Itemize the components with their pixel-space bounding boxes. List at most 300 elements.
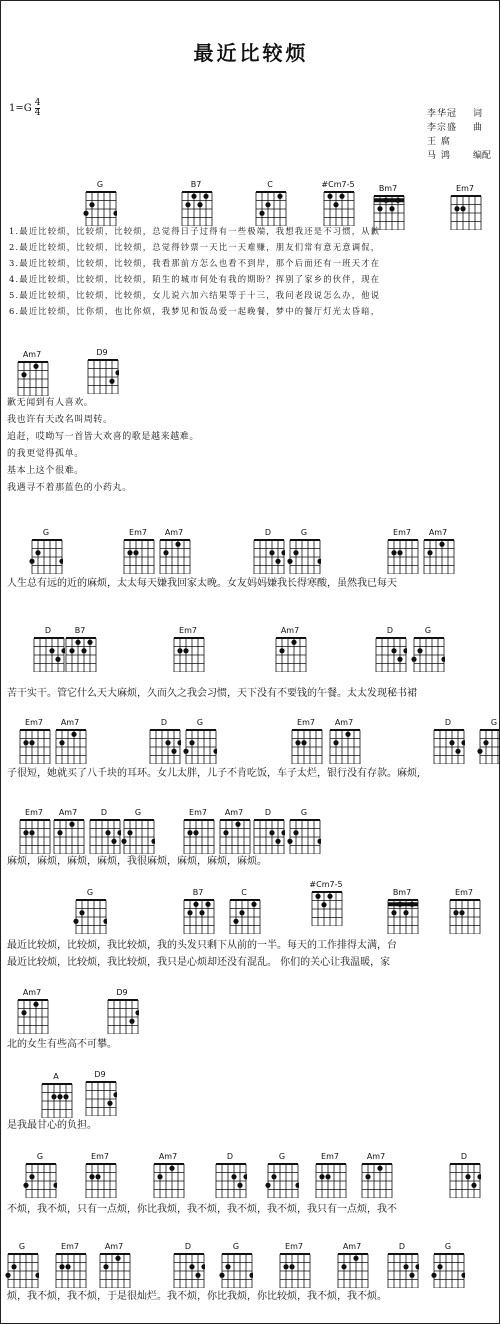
- verse-line-3: 3.最近比较烦，比较烦，比较烦，我看那前方怎么也看不到岸，那个后面还有一班天才在: [9, 258, 381, 268]
- finger-dot: [249, 1273, 253, 1278]
- chord-em7: [121, 527, 155, 574]
- chord-am7: [359, 1151, 393, 1198]
- chord-name: G: [86, 888, 94, 897]
- finger-dot: [289, 1264, 294, 1269]
- chord-em7: [83, 1151, 117, 1198]
- chord-grid: [287, 818, 321, 854]
- chord-g: [265, 1151, 299, 1198]
- chord-g: [23, 1151, 57, 1198]
- chord-name: Am7: [428, 528, 448, 537]
- chord-grid: [447, 1162, 481, 1198]
- finger-dot: [377, 1166, 382, 1171]
- chord-grid: [121, 818, 155, 854]
- credit-composer: 李宗盛 曲: [427, 123, 483, 133]
- finger-dot: [109, 379, 114, 384]
- lyric-line-6: 北的女生有些高不可攀。: [7, 1039, 117, 1050]
- finger-dot: [345, 732, 350, 737]
- finger-dot: [169, 1166, 174, 1171]
- finger-dot: [321, 902, 326, 907]
- finger-dot: [333, 202, 338, 207]
- chord-d: [213, 1151, 247, 1198]
- finger-dot: [121, 839, 126, 844]
- finger-dot: [465, 1174, 470, 1179]
- chord-grid: [53, 728, 87, 764]
- chord-grid: [83, 1162, 117, 1198]
- finger-dot: [203, 194, 208, 199]
- chord-grid: [385, 898, 419, 934]
- finger-dot: [427, 550, 432, 555]
- finger-dot: [333, 740, 338, 745]
- chord-am7: [151, 1151, 185, 1198]
- finger-dot: [59, 740, 64, 745]
- chord-name: G: [444, 1242, 452, 1251]
- finger-dot: [291, 640, 296, 645]
- finger-dot: [295, 740, 300, 745]
- finger-dot: [129, 1019, 134, 1024]
- chord-grid: [31, 636, 65, 672]
- verse-cont-3: 追赶，哎呦写一首皆大欢喜的歌是越来越难。: [7, 432, 200, 442]
- chord-grid: [359, 1162, 393, 1198]
- finger-dot: [87, 640, 92, 645]
- finger-dot: [403, 910, 408, 915]
- finger-dot: [397, 550, 402, 555]
- chord-d: [373, 625, 407, 672]
- chord-name: Em7: [456, 184, 474, 193]
- finger-dot: [403, 1264, 408, 1269]
- finger-dot: [195, 1273, 200, 1278]
- finger-dot: [107, 1101, 112, 1106]
- finger-dot: [115, 1256, 120, 1261]
- chord-name: Am7: [60, 718, 80, 727]
- chord-grid: [431, 1252, 465, 1288]
- finger-dot: [477, 749, 482, 754]
- finger-dot: [317, 839, 321, 844]
- chord-g: [5, 1241, 39, 1288]
- chord-g: [29, 527, 63, 574]
- finger-dot: [33, 364, 38, 369]
- finger-dot: [213, 749, 217, 754]
- finger-dot: [177, 740, 181, 745]
- finger-dot: [409, 902, 414, 907]
- finger-dot: [395, 198, 400, 203]
- chord-name: G: [490, 718, 498, 727]
- finger-dot: [199, 910, 204, 915]
- finger-dot: [185, 202, 190, 207]
- finger-dot: [193, 830, 198, 835]
- chord-g: [287, 527, 321, 574]
- verse-line-6: 6.最近比较烦，比你烦，也比你烦，我梦见和饭岛爱一起晚餐，梦中的餐厅灯光太昏暗，: [9, 306, 381, 316]
- finger-dot: [105, 830, 110, 835]
- chord-am7: [273, 625, 307, 672]
- chord-name: Em7: [393, 528, 411, 537]
- finger-dot: [53, 1183, 57, 1188]
- chord-name: Am7: [58, 808, 78, 817]
- chord-name: Am7: [22, 350, 42, 359]
- finger-dot: [59, 1264, 64, 1269]
- finger-dot: [63, 1094, 68, 1099]
- chord-g: [73, 887, 107, 934]
- finger-dot: [471, 1183, 476, 1188]
- chord-name: C: [241, 888, 247, 897]
- chord-name: B7: [74, 626, 86, 635]
- finger-dot: [251, 902, 256, 907]
- chord-name: Em7: [61, 1242, 79, 1251]
- chord-name: Am7: [334, 718, 354, 727]
- lyric-line-7: 是我最甘心的负担。: [7, 1120, 97, 1131]
- chord-d: [171, 1241, 205, 1288]
- finger-dot: [233, 919, 238, 924]
- chord-grid: [83, 190, 117, 226]
- lyric-line-9: 烦，我不烦，我不烦，于是很灿烂。我不烦，你比我烦，你比较烦，我不烦，我不烦。: [7, 1291, 387, 1302]
- finger-dot: [483, 740, 488, 745]
- chord-grid: [287, 538, 321, 574]
- finger-dot: [327, 894, 332, 899]
- finger-dot: [75, 640, 80, 645]
- chord-d: [447, 1151, 481, 1198]
- chord-em7: [277, 1241, 311, 1288]
- chord-name: A: [53, 1072, 59, 1081]
- chord-d: [431, 717, 465, 764]
- chord-g: [287, 807, 321, 854]
- finger-dot: [201, 1264, 205, 1269]
- finger-dot: [95, 1174, 100, 1179]
- finger-dot: [459, 910, 464, 915]
- finger-dot: [409, 1273, 414, 1278]
- chord-grid: [171, 1252, 205, 1288]
- finger-dot: [453, 910, 458, 915]
- finger-dot: [325, 1174, 330, 1179]
- finger-dot: [51, 1094, 56, 1099]
- finger-dot: [477, 1174, 481, 1179]
- chord-grid: [15, 998, 49, 1034]
- chord-d: [251, 527, 285, 574]
- chord-name: Am7: [342, 1242, 362, 1251]
- chord-am7: [15, 349, 49, 396]
- finger-dot: [133, 550, 138, 555]
- finger-dot: [89, 202, 94, 207]
- finger-dot: [29, 1174, 34, 1179]
- finger-dot: [377, 206, 382, 211]
- finger-dot: [103, 919, 107, 924]
- finger-dot: [113, 1092, 117, 1097]
- chord-grid: [157, 538, 191, 574]
- chord-name: Am7: [104, 1242, 124, 1251]
- chord-grid: [335, 1252, 369, 1288]
- finger-dot: [79, 910, 84, 915]
- chord-grid: [17, 728, 51, 764]
- lyric-line-5a: 最近比较烦，比较烦，我比较烦，我的头发只剩下从前的一半。每天的工作排得太满，台: [7, 940, 397, 951]
- chord-name: G: [300, 808, 308, 817]
- finger-dot: [403, 648, 407, 653]
- finger-dot: [265, 1183, 270, 1188]
- finger-dot: [275, 839, 280, 844]
- chord-grid: [321, 190, 355, 226]
- finger-dot: [281, 830, 285, 835]
- finger-dot: [431, 1273, 436, 1278]
- verse-cont-6: 我遇寻不着那蓝色的小药丸。: [7, 483, 132, 493]
- finger-dot: [29, 740, 34, 745]
- finger-dot: [265, 202, 270, 207]
- finger-dot: [415, 1264, 419, 1269]
- key-label: 1=G: [9, 103, 32, 114]
- finger-dot: [29, 830, 34, 835]
- song-title: 最近比较烦: [193, 41, 309, 65]
- chord-name: D: [44, 626, 52, 635]
- finger-dot: [461, 1273, 465, 1278]
- chord-name: G: [196, 718, 204, 727]
- chord-name: D: [226, 1152, 234, 1161]
- lyric-line-2: 苦干实干。管它什么天大麻烦，久而久之我会习惯，天下没有不要钱的午餐。太太发现秘书裙: [7, 688, 417, 699]
- finger-dot: [411, 657, 416, 662]
- lyric-line-4: 麻烦，麻烦，麻烦，麻烦，我很麻烦，麻烦，麻烦，麻烦。: [7, 856, 267, 867]
- credits: [427, 107, 491, 163]
- finger-dot: [281, 550, 285, 555]
- finger-dot: [163, 550, 168, 555]
- finger-dot: [319, 1174, 324, 1179]
- chord-grid: [265, 1162, 299, 1198]
- finger-dot: [23, 740, 28, 745]
- chord-name: B7: [190, 180, 202, 189]
- chord-grid: [147, 728, 181, 764]
- chord-grid: [183, 728, 217, 764]
- finger-dot: [279, 648, 284, 653]
- chord-grid: [15, 360, 49, 396]
- chord-name: D: [398, 1242, 406, 1251]
- finger-dot: [189, 1264, 194, 1269]
- chord-name: B7: [192, 888, 204, 897]
- chord-grid: [51, 818, 85, 854]
- chord-a: [39, 1071, 73, 1118]
- chord-grid: [385, 1252, 419, 1288]
- chord-name: Am7: [22, 988, 42, 997]
- chord-am7: [51, 807, 85, 854]
- finger-dot: [113, 211, 117, 216]
- chord-d9: [85, 347, 119, 394]
- chord-grid: [477, 728, 500, 764]
- finger-dot: [21, 372, 26, 377]
- finger-dot: [239, 910, 244, 915]
- chord-name: G: [300, 528, 308, 537]
- chord-em7: [385, 527, 419, 574]
- chord-am7: [217, 807, 251, 854]
- chord-name: Em7: [25, 808, 43, 817]
- lyric-line-5b: 最近比较烦，比较烦，我比较烦，我只是心烦却还没有混乱。 你们的关心让我温暖，家: [7, 957, 391, 968]
- finger-dot: [171, 749, 176, 754]
- finger-dot: [293, 830, 298, 835]
- finger-dot: [23, 830, 28, 835]
- credit-arranger: 马 鸿 编配: [427, 151, 492, 161]
- finger-dot: [35, 1273, 39, 1278]
- finger-dot: [277, 194, 282, 199]
- finger-dot: [127, 830, 132, 835]
- chord-grid: [5, 1252, 39, 1288]
- finger-dot: [271, 1174, 276, 1179]
- finger-dot: [57, 830, 62, 835]
- chord-name: Em7: [455, 888, 473, 897]
- chord-name: G: [232, 1242, 240, 1251]
- finger-dot: [287, 559, 292, 564]
- chord-em7: [17, 717, 51, 764]
- chord-em7: [171, 625, 205, 672]
- chord-b7: [179, 179, 213, 226]
- lyric-line-1: 人生总有远的近的麻烦，太太每天嫌我回家太晚。女友妈妈嫌我长得寒酸，虽然我已每天: [7, 578, 397, 589]
- chord-grid: [181, 898, 215, 934]
- chord-grid: [227, 898, 261, 934]
- chord-grid: [171, 636, 205, 672]
- chord-name: G: [424, 626, 432, 635]
- finger-dot: [441, 657, 445, 662]
- chord-grid: [309, 890, 343, 926]
- finger-dot: [35, 550, 40, 555]
- credit-other: 王 腐: [427, 137, 451, 147]
- chord-em7: [447, 887, 481, 934]
- chord-em7: [448, 183, 482, 230]
- finger-dot: [59, 559, 63, 564]
- chord-grid: [179, 190, 213, 226]
- chord-em7: [181, 807, 215, 854]
- chord-name: C: [267, 180, 273, 189]
- chord-name: D: [100, 808, 108, 817]
- chord-grid: [17, 818, 51, 854]
- finger-dot: [69, 822, 74, 827]
- verse-cont-1: 歉无闻到有人喜欢。: [7, 398, 94, 408]
- chord-d9: [105, 987, 139, 1034]
- finger-dot: [225, 1264, 230, 1269]
- key-signature: [9, 99, 40, 118]
- finger-dot: [177, 648, 182, 653]
- chord-name: G: [18, 1242, 26, 1251]
- chord-name: G: [96, 180, 104, 189]
- finger-dot: [397, 902, 402, 907]
- chord-grid: [73, 898, 107, 934]
- finger-dot: [219, 1273, 224, 1278]
- finger-dot: [391, 550, 396, 555]
- finger-dot: [223, 830, 228, 835]
- chord-name: D: [386, 626, 394, 635]
- finger-dot: [301, 740, 306, 745]
- finger-dot: [183, 648, 188, 653]
- chord-name: D: [160, 718, 168, 727]
- verse-line-5: 5.最近比较烦，比较烦，比较烦，女儿说六加六结果等于十三，我问老段说怎么办，他说: [9, 290, 381, 300]
- chord-name: Bm7: [378, 184, 398, 193]
- finger-dot: [439, 542, 444, 547]
- finger-dot: [197, 202, 202, 207]
- chord-grid: [289, 728, 323, 764]
- finger-dot: [243, 1174, 247, 1179]
- verse-line-4: 4.最近比较烦，比较烦，比较烦，陌生的城市何处有我的期盼？挥别了家乡的伙伴，现在: [9, 274, 381, 284]
- finger-dot: [49, 648, 54, 653]
- finger-dot: [11, 1264, 16, 1269]
- finger-dot: [29, 559, 34, 564]
- chord-g: [121, 807, 155, 854]
- chord-name: D: [460, 1152, 468, 1161]
- chord-grid: [373, 636, 407, 672]
- chord-am7: [335, 1241, 369, 1288]
- finger-dot: [397, 657, 402, 662]
- finger-dot: [5, 1273, 10, 1278]
- finger-dot: [111, 839, 116, 844]
- chord-name: D9: [94, 1070, 106, 1079]
- chord-em7: [289, 717, 323, 764]
- chord-grid: [83, 1080, 117, 1116]
- finger-dot: [21, 1010, 26, 1015]
- chord-name: Bm7: [392, 888, 412, 897]
- finger-dot: [391, 648, 396, 653]
- finger-dot: [269, 830, 274, 835]
- chord-name: Em7: [179, 626, 197, 635]
- chord-em7: [53, 1241, 87, 1288]
- chord-name: D: [264, 808, 272, 817]
- chord-b7: [63, 625, 97, 672]
- finger-dot: [383, 198, 388, 203]
- finger-dot: [293, 550, 298, 555]
- finger-dot: [454, 206, 459, 211]
- finger-dot: [455, 749, 460, 754]
- chord-grid: [151, 1162, 185, 1198]
- chord-cm75: [309, 879, 343, 926]
- chord-am7: [97, 1241, 131, 1288]
- finger-dot: [187, 910, 192, 915]
- chord-name: Em7: [189, 808, 207, 817]
- chord-name: G: [42, 528, 50, 537]
- finger-dot: [89, 1174, 94, 1179]
- credit-lyricist: 李华冠 词: [427, 109, 483, 119]
- chord-em7: [17, 807, 51, 854]
- chord-g: [219, 1241, 253, 1288]
- finger-dot: [317, 559, 321, 564]
- finger-dot: [237, 1183, 242, 1188]
- finger-dot: [165, 740, 170, 745]
- chord-name: Am7: [280, 626, 300, 635]
- finger-dot: [460, 206, 465, 211]
- chord-name: Em7: [91, 1152, 109, 1161]
- chord-name: D9: [96, 348, 108, 357]
- chord-d9: [83, 1069, 117, 1116]
- chord-grid: [313, 1162, 347, 1198]
- finger-dot: [187, 830, 192, 835]
- finger-dot: [23, 1183, 28, 1188]
- finger-dot: [365, 1174, 370, 1179]
- finger-dot: [127, 550, 132, 555]
- verse-cont-4: 的我更觉得孤单。: [7, 449, 84, 459]
- chord-am7: [157, 527, 191, 574]
- chord-cm75: [321, 179, 355, 226]
- chord-name: Em7: [321, 1152, 339, 1161]
- chord-name: D: [184, 1242, 192, 1251]
- finger-dot: [417, 648, 422, 653]
- finger-dot: [103, 1264, 108, 1269]
- finger-dot: [269, 550, 274, 555]
- chord-name: Em7: [25, 718, 43, 727]
- chord-grid: [97, 1252, 131, 1288]
- finger-dot: [205, 902, 210, 907]
- chord-name: #Cm7-5: [309, 880, 343, 889]
- finger-dot: [461, 740, 465, 745]
- chord-grid: [273, 636, 307, 672]
- chord-name: Em7: [129, 528, 147, 537]
- chord-grid: [385, 538, 419, 574]
- finger-dot: [287, 839, 292, 844]
- finger-dot: [83, 211, 88, 216]
- chord-name: Am7: [366, 1152, 386, 1161]
- finger-dot: [231, 1174, 236, 1179]
- chord-name: G: [134, 808, 142, 817]
- chord-name: Em7: [285, 1242, 303, 1251]
- chord-grid: [251, 818, 285, 854]
- finger-dot: [135, 1010, 139, 1015]
- chord-grid: [39, 1082, 73, 1118]
- finger-dot: [275, 559, 280, 564]
